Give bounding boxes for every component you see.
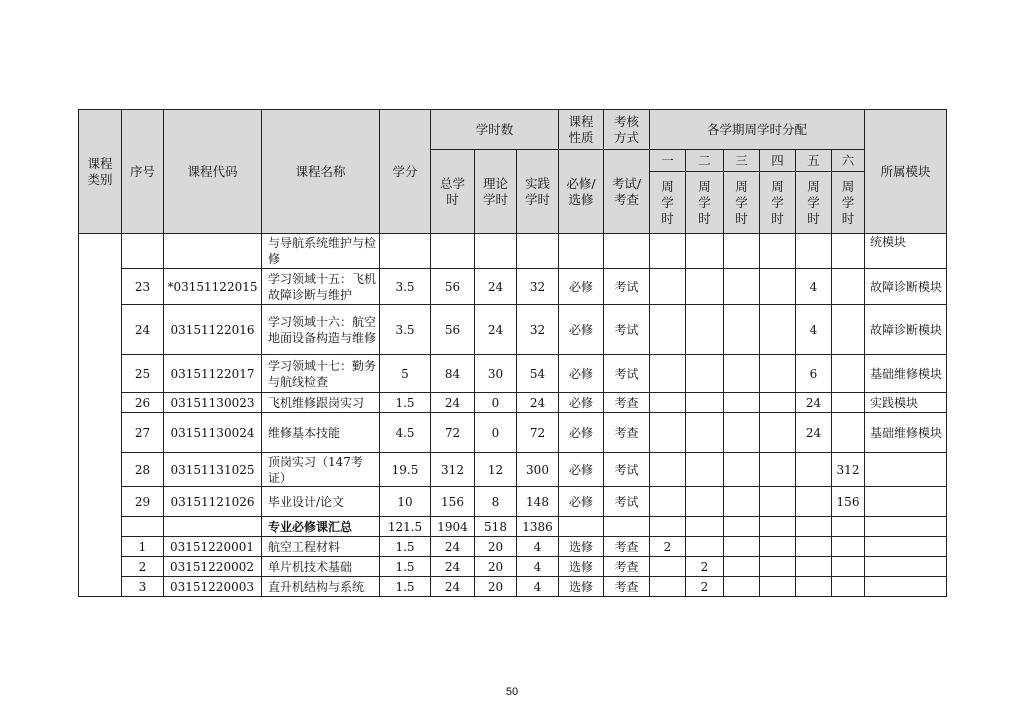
s3-cell xyxy=(724,453,760,487)
header-semester-3: 三 xyxy=(724,150,760,172)
theory-cell: 20 xyxy=(475,577,517,597)
nature-cell: 必修 xyxy=(559,269,604,305)
header-per-week-4: 周 学 时 xyxy=(760,172,796,234)
s6-cell xyxy=(832,557,865,577)
assess-cell: 考查 xyxy=(604,393,650,413)
name-cell: 学习领域十六：航空地面设备构造与维修 xyxy=(262,305,380,355)
theory-cell: 8 xyxy=(475,487,517,517)
s4-cell xyxy=(760,453,796,487)
practice-cell: 300 xyxy=(517,453,559,487)
s2-cell: 2 xyxy=(686,557,724,577)
code-cell: 03151220003 xyxy=(164,577,262,597)
s4-cell xyxy=(760,413,796,453)
s5-cell: 24 xyxy=(796,413,832,453)
s1-cell xyxy=(650,269,686,305)
credits-cell: 1.5 xyxy=(380,537,431,557)
assess-cell xyxy=(604,234,650,269)
seq-cell: 3 xyxy=(122,577,164,597)
table-row xyxy=(79,537,947,557)
summary-row xyxy=(79,517,947,537)
practice-cell: 1386 xyxy=(517,517,559,537)
table-header xyxy=(79,110,947,234)
seq-cell: 29 xyxy=(122,487,164,517)
total-cell: 84 xyxy=(431,355,475,393)
total-cell: 24 xyxy=(431,537,475,557)
table-row xyxy=(79,413,947,453)
header-code: 课程代码 xyxy=(164,110,262,234)
table-row xyxy=(79,557,947,577)
s1-cell xyxy=(650,234,686,269)
name-cell: 单片机技术基础 xyxy=(262,557,380,577)
header-exam-check: 考试/ 考查 xyxy=(604,150,650,234)
s1-cell xyxy=(650,577,686,597)
s2-cell xyxy=(686,413,724,453)
name-cell: 与导航系统维护与检修 xyxy=(262,234,380,269)
code-cell xyxy=(164,234,262,269)
s1-cell xyxy=(650,453,686,487)
theory-cell: 20 xyxy=(475,537,517,557)
code-cell: 03151121026 xyxy=(164,487,262,517)
practice-cell: 32 xyxy=(517,269,559,305)
seq-cell: 23 xyxy=(122,269,164,305)
module-cell: 实践模块 xyxy=(865,393,947,413)
s1-cell xyxy=(650,413,686,453)
total-cell: 24 xyxy=(431,577,475,597)
table-row xyxy=(79,487,947,517)
s5-cell xyxy=(796,557,832,577)
credits-cell: 121.5 xyxy=(380,517,431,537)
total-cell: 24 xyxy=(431,557,475,577)
header-semester-5: 五 xyxy=(796,150,832,172)
s6-cell xyxy=(832,577,865,597)
header-semester-6: 六 xyxy=(832,150,865,172)
header-module: 所属模块 xyxy=(865,110,947,234)
s4-cell xyxy=(760,577,796,597)
s3-cell xyxy=(724,537,760,557)
s4-cell xyxy=(760,393,796,413)
s6-cell xyxy=(832,234,865,269)
name-cell: 学习领域十七：勤务与航线检查 xyxy=(262,355,380,393)
header-semester-group: 各学期周学时分配 xyxy=(650,110,865,150)
assess-cell: 考查 xyxy=(604,577,650,597)
s5-cell xyxy=(796,517,832,537)
credits-cell: 1.5 xyxy=(380,557,431,577)
s6-cell xyxy=(832,413,865,453)
s4-cell xyxy=(760,537,796,557)
practice-cell: 4 xyxy=(517,577,559,597)
s3-cell xyxy=(724,393,760,413)
module-cell xyxy=(865,557,947,577)
s2-cell xyxy=(686,517,724,537)
module-cell xyxy=(865,453,947,487)
assess-cell: 考查 xyxy=(604,413,650,453)
header-hours-group: 学时数 xyxy=(431,110,559,150)
header-theory-hours: 理论 学时 xyxy=(475,150,517,234)
header-total-hours: 总学 时 xyxy=(431,150,475,234)
s5-cell xyxy=(796,234,832,269)
s6-cell xyxy=(832,355,865,393)
s3-cell xyxy=(724,355,760,393)
practice-cell: 4 xyxy=(517,537,559,557)
s4-cell xyxy=(760,305,796,355)
seq-cell: 2 xyxy=(122,557,164,577)
seq-cell: 25 xyxy=(122,355,164,393)
s2-cell xyxy=(686,393,724,413)
nature-cell: 选修 xyxy=(559,577,604,597)
table-row xyxy=(79,269,947,305)
code-cell: 03151130023 xyxy=(164,393,262,413)
seq-cell xyxy=(122,234,164,269)
s4-cell xyxy=(760,487,796,517)
s1-cell xyxy=(650,355,686,393)
s1-cell: 2 xyxy=(650,537,686,557)
s3-cell xyxy=(724,305,760,355)
s1-cell xyxy=(650,487,686,517)
s5-cell: 4 xyxy=(796,305,832,355)
module-cell: 故障诊断模块 xyxy=(865,269,947,305)
s4-cell xyxy=(760,269,796,305)
code-cell: *03151122015 xyxy=(164,269,262,305)
s2-cell xyxy=(686,537,724,557)
theory-cell: 24 xyxy=(475,305,517,355)
seq-cell: 26 xyxy=(122,393,164,413)
s4-cell xyxy=(760,557,796,577)
course-table xyxy=(78,109,947,597)
nature-cell: 选修 xyxy=(559,557,604,577)
s3-cell xyxy=(724,487,760,517)
header-name: 课程名称 xyxy=(262,110,380,234)
practice-cell: 32 xyxy=(517,305,559,355)
s5-cell xyxy=(796,577,832,597)
table-row xyxy=(79,453,947,487)
practice-cell: 4 xyxy=(517,557,559,577)
header-semester-4: 四 xyxy=(760,150,796,172)
assess-cell: 考试 xyxy=(604,487,650,517)
nature-cell: 必修 xyxy=(559,305,604,355)
module-cell: 统模块 xyxy=(865,234,947,269)
s6-cell xyxy=(832,517,865,537)
s3-cell xyxy=(724,577,760,597)
name-cell: 维修基本技能 xyxy=(262,413,380,453)
total-cell: 56 xyxy=(431,269,475,305)
s2-cell xyxy=(686,269,724,305)
credits-cell: 4.5 xyxy=(380,413,431,453)
nature-cell: 必修 xyxy=(559,487,604,517)
table-row xyxy=(79,305,947,355)
assess-cell: 考查 xyxy=(604,537,650,557)
credits-cell: 3.5 xyxy=(380,305,431,355)
header-per-week-5: 周 学 时 xyxy=(796,172,832,234)
s2-cell xyxy=(686,487,724,517)
s2-cell xyxy=(686,453,724,487)
theory-cell: 518 xyxy=(475,517,517,537)
module-cell xyxy=(865,577,947,597)
table-row xyxy=(79,577,947,597)
module-cell: 故障诊断模块 xyxy=(865,305,947,355)
total-cell: 24 xyxy=(431,393,475,413)
module-cell: 基础维修模块 xyxy=(865,413,947,453)
s6-cell xyxy=(832,305,865,355)
header-category: 课程 类别 xyxy=(79,110,122,234)
name-cell: 学习领域十五：飞机故障诊断与维护 xyxy=(262,269,380,305)
s3-cell xyxy=(724,413,760,453)
code-cell: 03151131025 xyxy=(164,453,262,487)
name-cell: 顶岗实习（147考证） xyxy=(262,453,380,487)
seq-cell: 24 xyxy=(122,305,164,355)
header-per-week-6: 周 学 时 xyxy=(832,172,865,234)
assess-cell: 考试 xyxy=(604,305,650,355)
code-cell: 03151130024 xyxy=(164,413,262,453)
name-cell: 直升机结构与系统 xyxy=(262,577,380,597)
practice-cell xyxy=(517,234,559,269)
header-semester-2: 二 xyxy=(686,150,724,172)
total-cell: 156 xyxy=(431,487,475,517)
header-per-week-2: 周 学 时 xyxy=(686,172,724,234)
nature-cell: 必修 xyxy=(559,355,604,393)
module-cell: 基础维修模块 xyxy=(865,355,947,393)
s6-cell: 156 xyxy=(832,487,865,517)
credits-cell xyxy=(380,234,431,269)
credits-cell: 1.5 xyxy=(380,577,431,597)
theory-cell: 12 xyxy=(475,453,517,487)
theory-cell: 0 xyxy=(475,413,517,453)
credits-cell: 19.5 xyxy=(380,453,431,487)
practice-cell: 54 xyxy=(517,355,559,393)
s5-cell: 24 xyxy=(796,393,832,413)
total-cell: 1904 xyxy=(431,517,475,537)
header-assess-group: 考核 方式 xyxy=(604,110,650,150)
s1-cell xyxy=(650,393,686,413)
assess-cell: 考查 xyxy=(604,557,650,577)
code-cell xyxy=(164,517,262,537)
page-number: 50 xyxy=(505,686,519,698)
practice-cell: 72 xyxy=(517,413,559,453)
credits-cell: 3.5 xyxy=(380,269,431,305)
header-nature-group: 课程 性质 xyxy=(559,110,604,150)
s3-cell xyxy=(724,557,760,577)
nature-cell xyxy=(559,517,604,537)
s5-cell: 6 xyxy=(796,355,832,393)
total-cell: 72 xyxy=(431,413,475,453)
total-cell: 56 xyxy=(431,305,475,355)
theory-cell: 30 xyxy=(475,355,517,393)
table-row xyxy=(79,234,947,269)
s5-cell xyxy=(796,537,832,557)
seq-cell: 28 xyxy=(122,453,164,487)
s2-cell xyxy=(686,234,724,269)
code-cell: 03151122017 xyxy=(164,355,262,393)
header-per-week-3: 周 学 时 xyxy=(724,172,760,234)
s6-cell xyxy=(832,393,865,413)
table-body xyxy=(79,234,947,597)
table-row xyxy=(79,355,947,393)
theory-cell: 0 xyxy=(475,393,517,413)
s4-cell xyxy=(760,234,796,269)
s6-cell xyxy=(832,269,865,305)
practice-cell: 148 xyxy=(517,487,559,517)
module-cell xyxy=(865,487,947,517)
code-cell: 03151220001 xyxy=(164,537,262,557)
s1-cell xyxy=(650,557,686,577)
nature-cell: 必修 xyxy=(559,413,604,453)
summary-label: 专业必修课汇总 xyxy=(262,517,380,537)
total-cell xyxy=(431,234,475,269)
seq-cell: 27 xyxy=(122,413,164,453)
seq-cell: 1 xyxy=(122,537,164,557)
name-cell: 航空工程材料 xyxy=(262,537,380,557)
s1-cell xyxy=(650,305,686,355)
assess-cell: 考试 xyxy=(604,269,650,305)
s5-cell xyxy=(796,453,832,487)
category-cell xyxy=(79,234,122,597)
theory-cell xyxy=(475,234,517,269)
s3-cell xyxy=(724,234,760,269)
nature-cell: 必修 xyxy=(559,393,604,413)
credits-cell: 5 xyxy=(380,355,431,393)
s4-cell xyxy=(760,517,796,537)
assess-cell: 考试 xyxy=(604,355,650,393)
header-practice-hours: 实践 学时 xyxy=(517,150,559,234)
header-credits: 学分 xyxy=(380,110,431,234)
practice-cell: 24 xyxy=(517,393,559,413)
s2-cell xyxy=(686,355,724,393)
credits-cell: 10 xyxy=(380,487,431,517)
table-row xyxy=(79,393,947,413)
s6-cell xyxy=(832,537,865,557)
code-cell: 03151220002 xyxy=(164,557,262,577)
assess-cell xyxy=(604,517,650,537)
nature-cell xyxy=(559,234,604,269)
header-required-elective: 必修/ 选修 xyxy=(559,150,604,234)
s5-cell: 4 xyxy=(796,269,832,305)
s3-cell xyxy=(724,517,760,537)
header-per-week-1: 周 学 时 xyxy=(650,172,686,234)
nature-cell: 选修 xyxy=(559,537,604,557)
credits-cell: 1.5 xyxy=(380,393,431,413)
s2-cell: 2 xyxy=(686,577,724,597)
s2-cell xyxy=(686,305,724,355)
module-cell xyxy=(865,517,947,537)
header-seq: 序号 xyxy=(122,110,164,234)
s1-cell xyxy=(650,517,686,537)
s6-cell: 312 xyxy=(832,453,865,487)
s4-cell xyxy=(760,355,796,393)
s5-cell xyxy=(796,487,832,517)
theory-cell: 20 xyxy=(475,557,517,577)
module-cell xyxy=(865,537,947,557)
name-cell: 飞机维修跟岗实习 xyxy=(262,393,380,413)
theory-cell: 24 xyxy=(475,269,517,305)
name-cell: 毕业设计/论文 xyxy=(262,487,380,517)
seq-cell xyxy=(122,517,164,537)
total-cell: 312 xyxy=(431,453,475,487)
code-cell: 03151122016 xyxy=(164,305,262,355)
assess-cell: 考试 xyxy=(604,453,650,487)
s3-cell xyxy=(724,269,760,305)
header-semester-1: 一 xyxy=(650,150,686,172)
nature-cell: 必修 xyxy=(559,453,604,487)
